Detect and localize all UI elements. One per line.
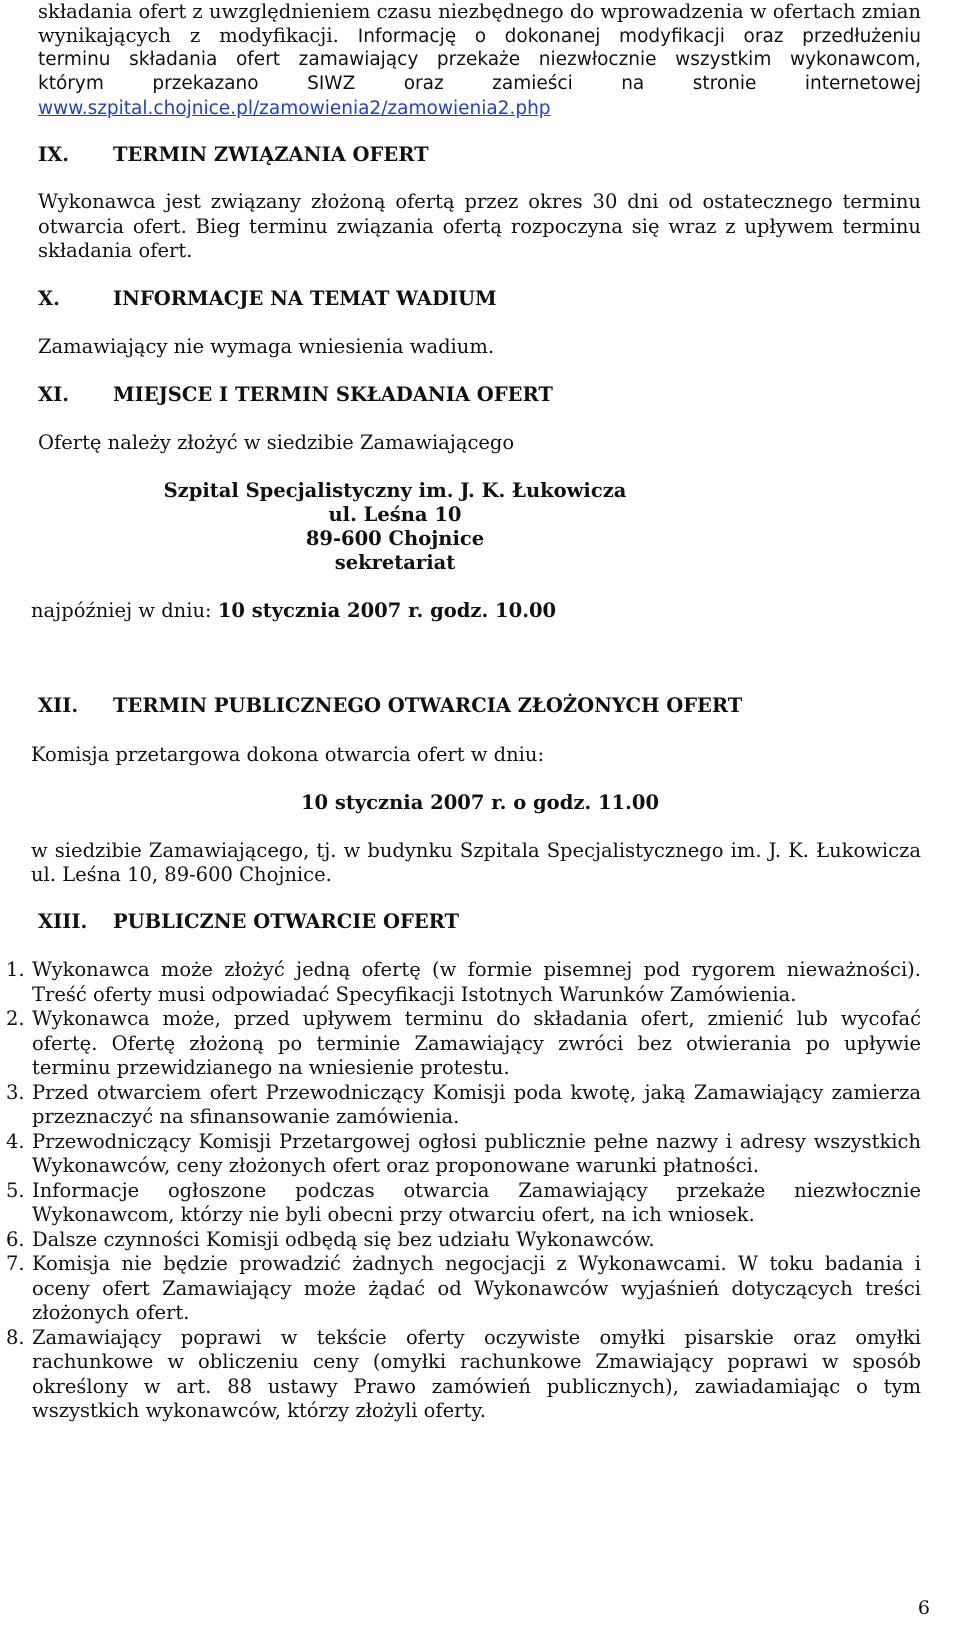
section-9-number: IX.: [38, 143, 70, 166]
opening-place-line-2: ul. Leśna 10, 89-600 Chojnice.: [31, 863, 332, 886]
section-9-title: TERMIN ZWIĄZANIA OFERT: [113, 143, 429, 166]
section-13-number: XIII.: [38, 910, 88, 933]
list-item-number: 3.: [6, 1080, 25, 1104]
section-12-number: XII.: [38, 694, 79, 717]
list-item-number: 1.: [6, 958, 25, 981]
address-hospital-name: Szpital Specjalistyczny im. J. K. Łukowicza: [163, 479, 627, 502]
opening-procedure-list: [6, 958, 921, 1424]
section-11-text: Ofertę należy złożyć w siedzibie Zamawiającego: [38, 431, 515, 454]
list-item: [6, 1252, 921, 1326]
list-item: [6, 1326, 921, 1424]
opening-place-line-1: w siedzibie Zamawiającego, tj. w budynku Szpitala Specjalistycznego im. J. K. Łukowicza: [31, 839, 921, 862]
section-10-number: X.: [38, 287, 60, 310]
section-10-title: INFORMACJE NA TEMAT WADIUM: [113, 287, 497, 310]
address-office: sekretariat: [334, 551, 456, 574]
section-13-title: PUBLICZNE OTWARCIE OFERT: [113, 910, 460, 933]
list-item-number: 7.: [6, 1252, 25, 1275]
list-item-text: Zamawiający poprawi w tekście oferty oczywiste omyłki pisarskie oraz omyłki rachunkowe w obliczeniu ceny (omyłki rachunkowe Zmawiający poprawi w sposób określony w art. 88 ustawy Prawo zamówień publicznych), zawiadamiając o tym wszystkich wykonawców, którzy złożyli oferty.: [32, 1325, 921, 1422]
opening-date: 10 stycznia 2007 r. o godz. 11.00: [300, 791, 660, 814]
list-item-number: 8.: [6, 1325, 25, 1349]
list-item-text: Wykonawca może złożyć jedną ofertę (w formie pisemnej pod rygorem nieważności). Treść oferty musi odpowiadać Specyfikacji Istotnych Warunków Zamówienia.: [32, 958, 921, 1006]
section-12-text: Komisja przetargowa dokona otwarcia ofert w dniu:: [31, 743, 545, 766]
section-11-number: XI.: [38, 383, 70, 406]
intro-line-2: [38, 24, 921, 50]
list-item-text: Informacje ogłoszone podczas otwarcia Zamawiający przekaże niezwłocznie Wykonawcom, którzy nie byli obecni przy otwarciu ofert, na ich wniosek.: [32, 1178, 921, 1226]
list-item: [6, 1081, 921, 1130]
list-item-number: 2.: [6, 1007, 25, 1030]
list-item: [6, 1007, 921, 1081]
list-item-number: 4.: [6, 1129, 25, 1153]
page-number: 6: [917, 1597, 930, 1619]
list-item-text: Dalsze czynności Komisji odbędą się bez udziału Wykonawców.: [32, 1227, 655, 1251]
intro-line-2a: wynikających z modyfikacji.: [38, 24, 339, 47]
address-street: ul. Leśna 10: [328, 503, 462, 526]
list-item: [6, 958, 921, 1007]
section-9-line-2: otwarcia ofert. Bieg terminu związania ofertą rozpoczyna się wraz z upływem terminu: [38, 215, 921, 238]
hospital-url-link[interactable]: www.szpital.chojnice.pl/zamowienia2/zamowienia2.php: [38, 98, 551, 119]
section-12-title: TERMIN PUBLICZNEGO OTWARCIA ZŁOŻONYCH OFERT: [113, 694, 743, 717]
section-9-line-3: składania ofert.: [38, 239, 193, 262]
list-item-number: 5.: [6, 1178, 25, 1202]
deadline-value: 10 stycznia 2007 r. godz. 10.00: [217, 599, 557, 622]
intro-line-1: składania ofert z uwzględnieniem czasu niezbędnego do wprowadzenia w ofertach zmian: [38, 0, 921, 23]
list-item-text: Przewodniczący Komisji Przetargowej ogłosi publicznie pełne nazwy i adresy wszystkich Wykonawców, ceny złożonych ofert oraz proponowane warunki płatności.: [32, 1129, 921, 1177]
intro-line-4: którym przekazano SIWZ oraz zamieści na stronie internetowej: [38, 73, 921, 94]
section-9-line-1: Wykonawca jest związany złożoną ofertą przez okres 30 dni od ostatecznego terminu: [38, 190, 921, 213]
address-city: 89-600 Chojnice: [305, 527, 485, 550]
list-item: [6, 1130, 921, 1179]
section-11-title: MIEJSCE I TERMIN SKŁADANIA OFERT: [113, 383, 553, 406]
deadline-line: [31, 599, 556, 624]
intro-link-line: [38, 96, 551, 122]
deadline-label: najpóźniej w dniu:: [31, 599, 212, 622]
list-item-text: Wykonawca może, przed upływem terminu do składania ofert, zmienić lub wycofać ofertę. Ofertę złożoną po terminie Zamawiający zwróci bez otwierania po upływie terminu przewidzianego na wniesienie protestu.: [32, 1007, 921, 1079]
list-item-text: Przed otwarciem ofert Przewodniczący Komisji poda kwotę, jaką Zamawiający zamierza przeznaczyć na sfinansowanie zamówienia.: [32, 1080, 921, 1128]
list-item-text: Komisja nie będzie prowadzić żadnych negocjacji z Wykonawcami. W toku badania i oceny ofert Zamawiający może żądać od Wykonawców wyjaśnień dotyczących treści złożonych ofert.: [32, 1252, 921, 1324]
intro-line-3: terminu składania ofert zamawiający przekaże niezwłocznie wszystkim wykonawcom,: [38, 49, 921, 70]
list-item: [6, 1228, 921, 1253]
list-item-number: 6.: [6, 1227, 25, 1251]
intro-line-2b: Informację o dokonanej modyfikacji oraz przedłużeniu: [357, 26, 921, 47]
list-item: [6, 1179, 921, 1228]
section-10-text: Zamawiający nie wymaga wniesienia wadium.: [38, 335, 495, 358]
